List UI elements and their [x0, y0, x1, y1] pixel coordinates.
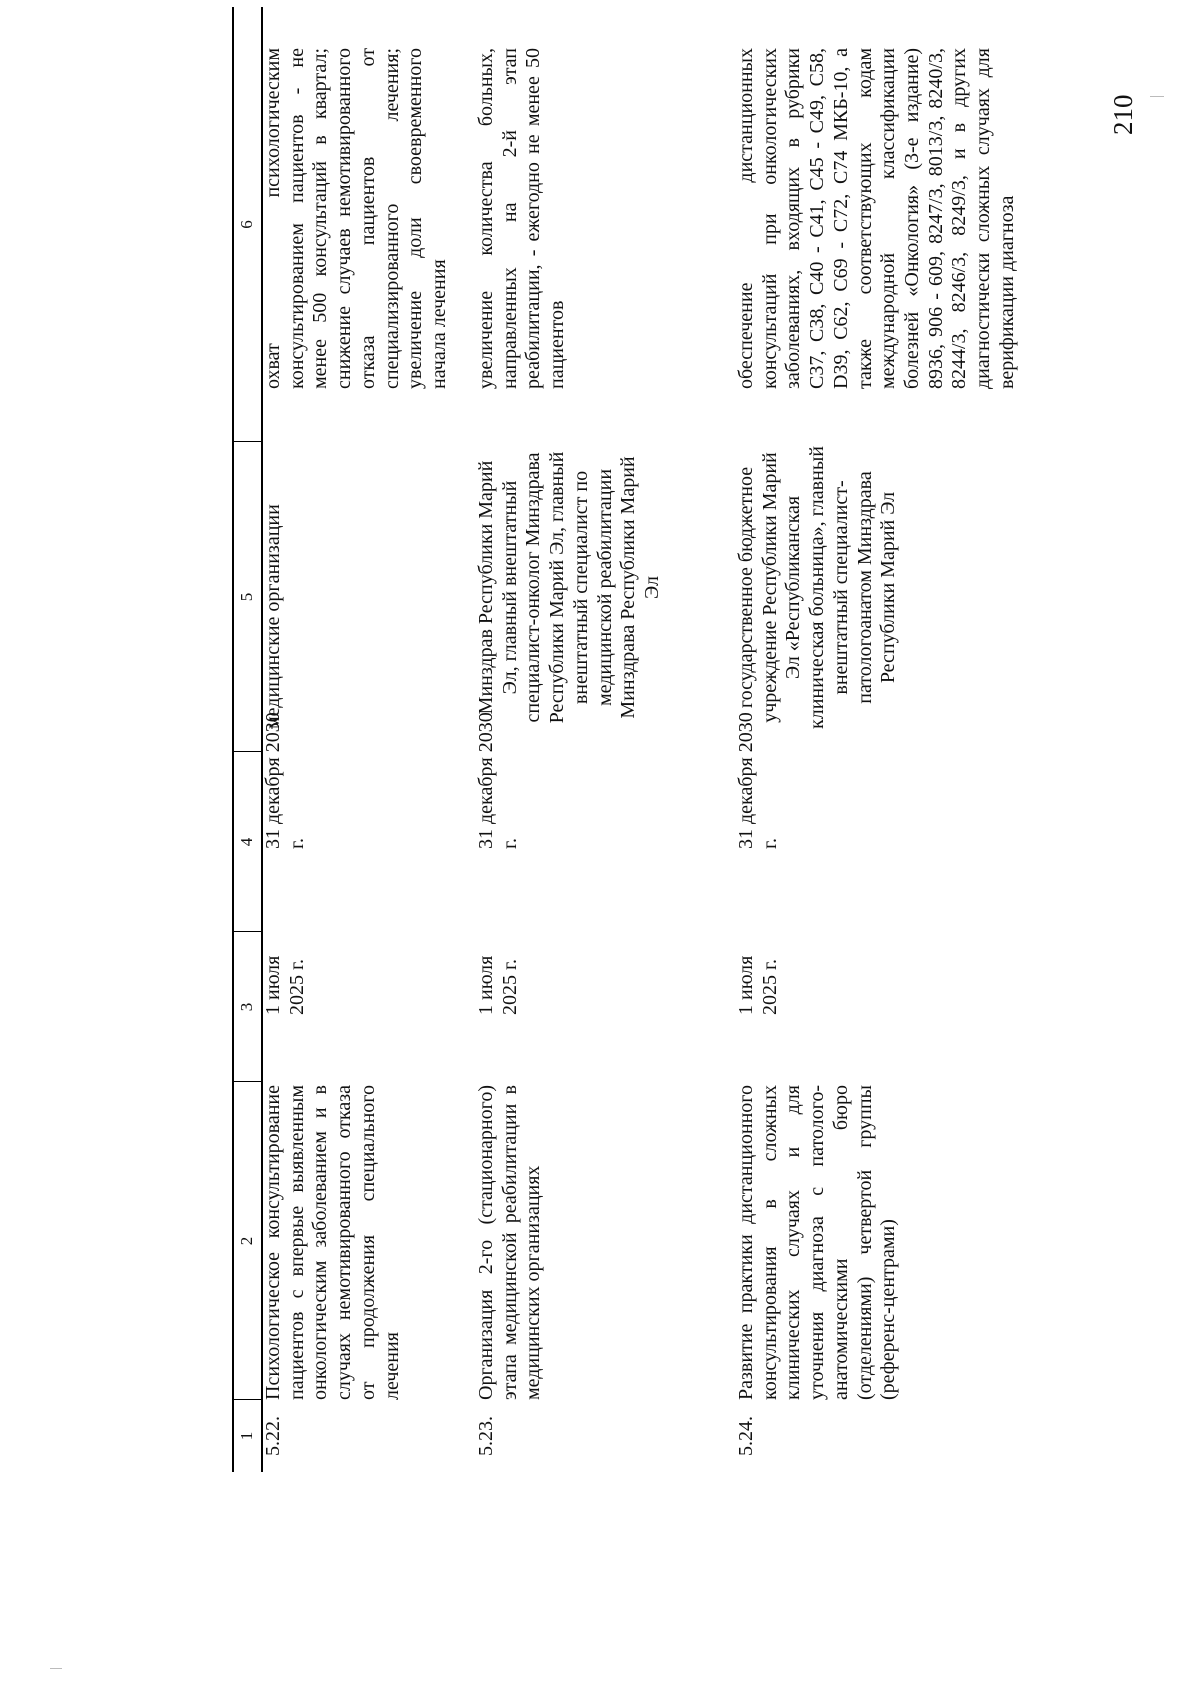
row-number: 5.23.: [475, 1416, 497, 1456]
responsible-text: медицинские организации: [262, 504, 284, 729]
activity-text: Организация 2-го (стационарного) этапа медицинской реабилитации в медицинских организациях: [475, 1085, 545, 1400]
start-date: 1 июля 2025 г.: [262, 955, 308, 1015]
row-number: 5.24.: [735, 1416, 757, 1456]
start-date: 1 июля 2025 г.: [475, 955, 521, 1015]
column-number-4: 4: [237, 837, 256, 847]
column-number-3: 3: [237, 1002, 256, 1012]
page-number: 210: [1108, 94, 1138, 135]
result-text: обеспечение дистанционных консультаций при онкологических заболеваниях, входящих в рубрики С37, С38, С40 - С41, С45 - С49, С58, D39, С62, С69 - С72, С74 МКБ-10, а также соответствующих кодам международной классификации болезней «Онкология» (3-е издание) 8936, 906 - 609, 8247/3, 8013/3, 8240/3, 8244/3, 8246/3, 8249/3, и в других диагностически сложных случаях для верификации диагноза: [735, 48, 1018, 389]
column-number-5: 5: [237, 592, 256, 602]
scan-mark: [50, 1668, 62, 1669]
end-date: 31 декабря 2030 г.: [735, 712, 781, 849]
responsible-text: Минздрав Республики Марий Эл, главный внештатный специалист-онколог Минздрава Республики Марий Эл, главный внештатный специалист по медицинской реабилитации Минздрава Республики Марий Эл: [475, 451, 663, 724]
activity-text: Развитие практики дистанционного консультирования в сложных клинических случаях и для уточнения диагноза с патолого-анатомическими бюро (отделениями) четвертой группы (референс-центрами): [735, 1085, 900, 1400]
start-date: 1 июля 2025 г.: [735, 955, 781, 1015]
result-text: охват психологическим консультированием пациентов - не менее 500 консультаций в квартал; снижение случаев немотивированного отказа пациентов от специализированного лечения; увеличение доли своевременного начала лечения: [262, 48, 450, 389]
activity-text: Психологическое консультирование пациентов с впервые выявленным онкологическим заболеванием и в случаях немотивированного отказа от продолжения специального лечения: [262, 1085, 403, 1400]
result-text: увеличение количества больных, направленных на 2-й этап реабилитации, - ежегодно не менее 50 пациентов: [475, 48, 569, 389]
row-number: 5.22.: [262, 1416, 284, 1456]
responsible-text: государственное бюджетное учреждение Республики Марий Эл «Республиканская клиническая больница», главный внештатный специалист-патологоанатом Минздрава Республики Марий Эл: [735, 446, 900, 729]
column-number-6: 6: [237, 220, 256, 229]
end-date: 31 декабря 2030 г.: [262, 712, 308, 849]
scan-mark: [1150, 96, 1164, 97]
column-number-2: 2: [237, 1236, 256, 1246]
end-date: 31 декабря 2030 г.: [475, 712, 521, 849]
column-number-1: 1: [237, 1431, 256, 1441]
